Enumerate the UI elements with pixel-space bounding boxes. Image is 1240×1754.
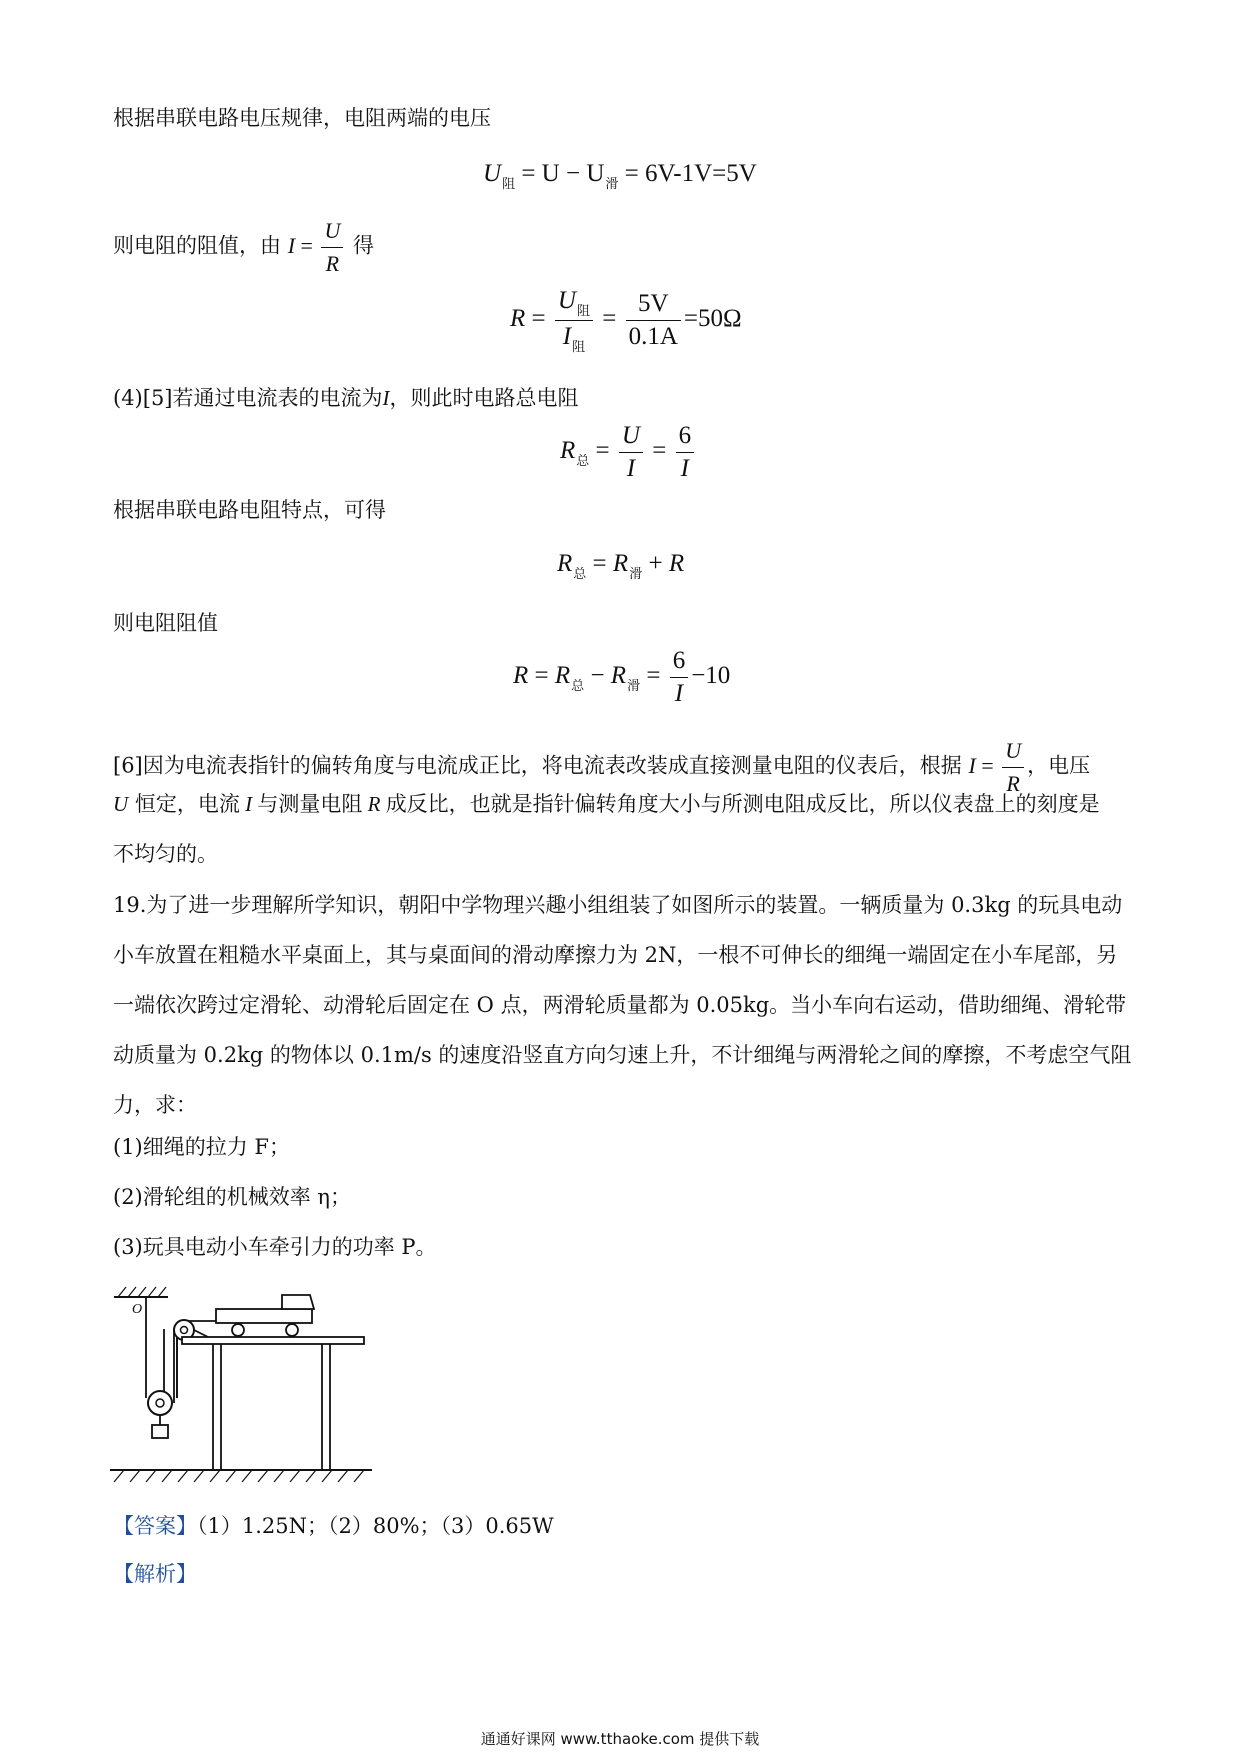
text-line: [6]因为电流表指针的偏转角度与电流成正比，将电流表改装成直接测量电阻的仪表后，根据 I = $\frac{U}{R}$ ，电压	[113, 735, 1090, 800]
point-o-label: O	[132, 1302, 143, 1317]
analysis-tag: 【解析】	[113, 1562, 197, 1586]
equation-resistance-value: $R = R_总 - R_滑$ = $\frac{6}{I}$ −10	[513, 647, 731, 707]
page-footer: 通通好课网 www.tthaoke.com 提供下载	[480, 1730, 760, 1748]
text-line: 则电阻阻值	[113, 611, 218, 635]
equation-resistance: R = $\frac{U_阻}{I_阻}$ = $\frac{5V}{0.1A}$ =50Ω	[510, 287, 742, 354]
text-line: (4)[5]若通过电流表的电流为I，则此时电路总电阻	[113, 386, 579, 410]
text-line: U 恒定，电流 I 与测量电阻 R 成反比，也就是指针偏转角度大小与所测电阻成反比，所以仪表盘上的刻度是	[113, 792, 1100, 816]
answer-line	[113, 1512, 554, 1540]
sub-question-2: (2)滑轮组的机械效率 η；	[113, 1185, 352, 1209]
text-line: 则电阻的阻值，由 I = $\frac{U}{R}$ 得	[113, 215, 374, 280]
pulley-diagram	[110, 1285, 430, 1485]
sub-question-1: (1)细绳的拉力 F；	[113, 1135, 290, 1159]
question-19: 19.为了进一步理解所学知识，朝阳中学物理兴趣小组组装了如图所示的装置。一辆质量为 0.3kg 的玩具电动小车放置在粗糙水平桌面上，其与桌面间的滑动摩擦力为 2N，一根不可伸长的细绳一端固定在小车尾部，另一端依次跨过定滑轮、动滑轮后固定在 O 点，两滑轮质量都为 0.05kg。当小车向右运动，借助细绳、滑轮带动质量为 0.2kg 的物体以 0.1m/s 的速度沿竖直方向匀速上升，不计细绳与两滑轮之间的摩擦，不考虑空气阻力，求：	[113, 893, 1132, 1117]
text-line: 根据串联电路电压规律，电阻两端的电压	[113, 106, 491, 130]
text-line: 根据串联电路电阻特点，可得	[113, 498, 386, 522]
answer-tag: 【答案】	[113, 1514, 197, 1538]
equation-total-resistance: $R_总$ = $\frac{U}{I}$ = $\frac{6}{I}$	[560, 420, 697, 485]
text-line: 不均匀的。	[113, 842, 218, 866]
sub-question-3: (3)玩具电动小车牵引力的功率 P。	[113, 1235, 437, 1259]
answer-text: （1）1.25N；（2）80%；（3）0.65W	[197, 1514, 554, 1538]
equation-voltage: $U_阻 = U - U_滑 = 6V-1V=5V$	[483, 160, 757, 191]
equation-series-sum: $R_总 = R_滑 + R$	[557, 550, 685, 581]
